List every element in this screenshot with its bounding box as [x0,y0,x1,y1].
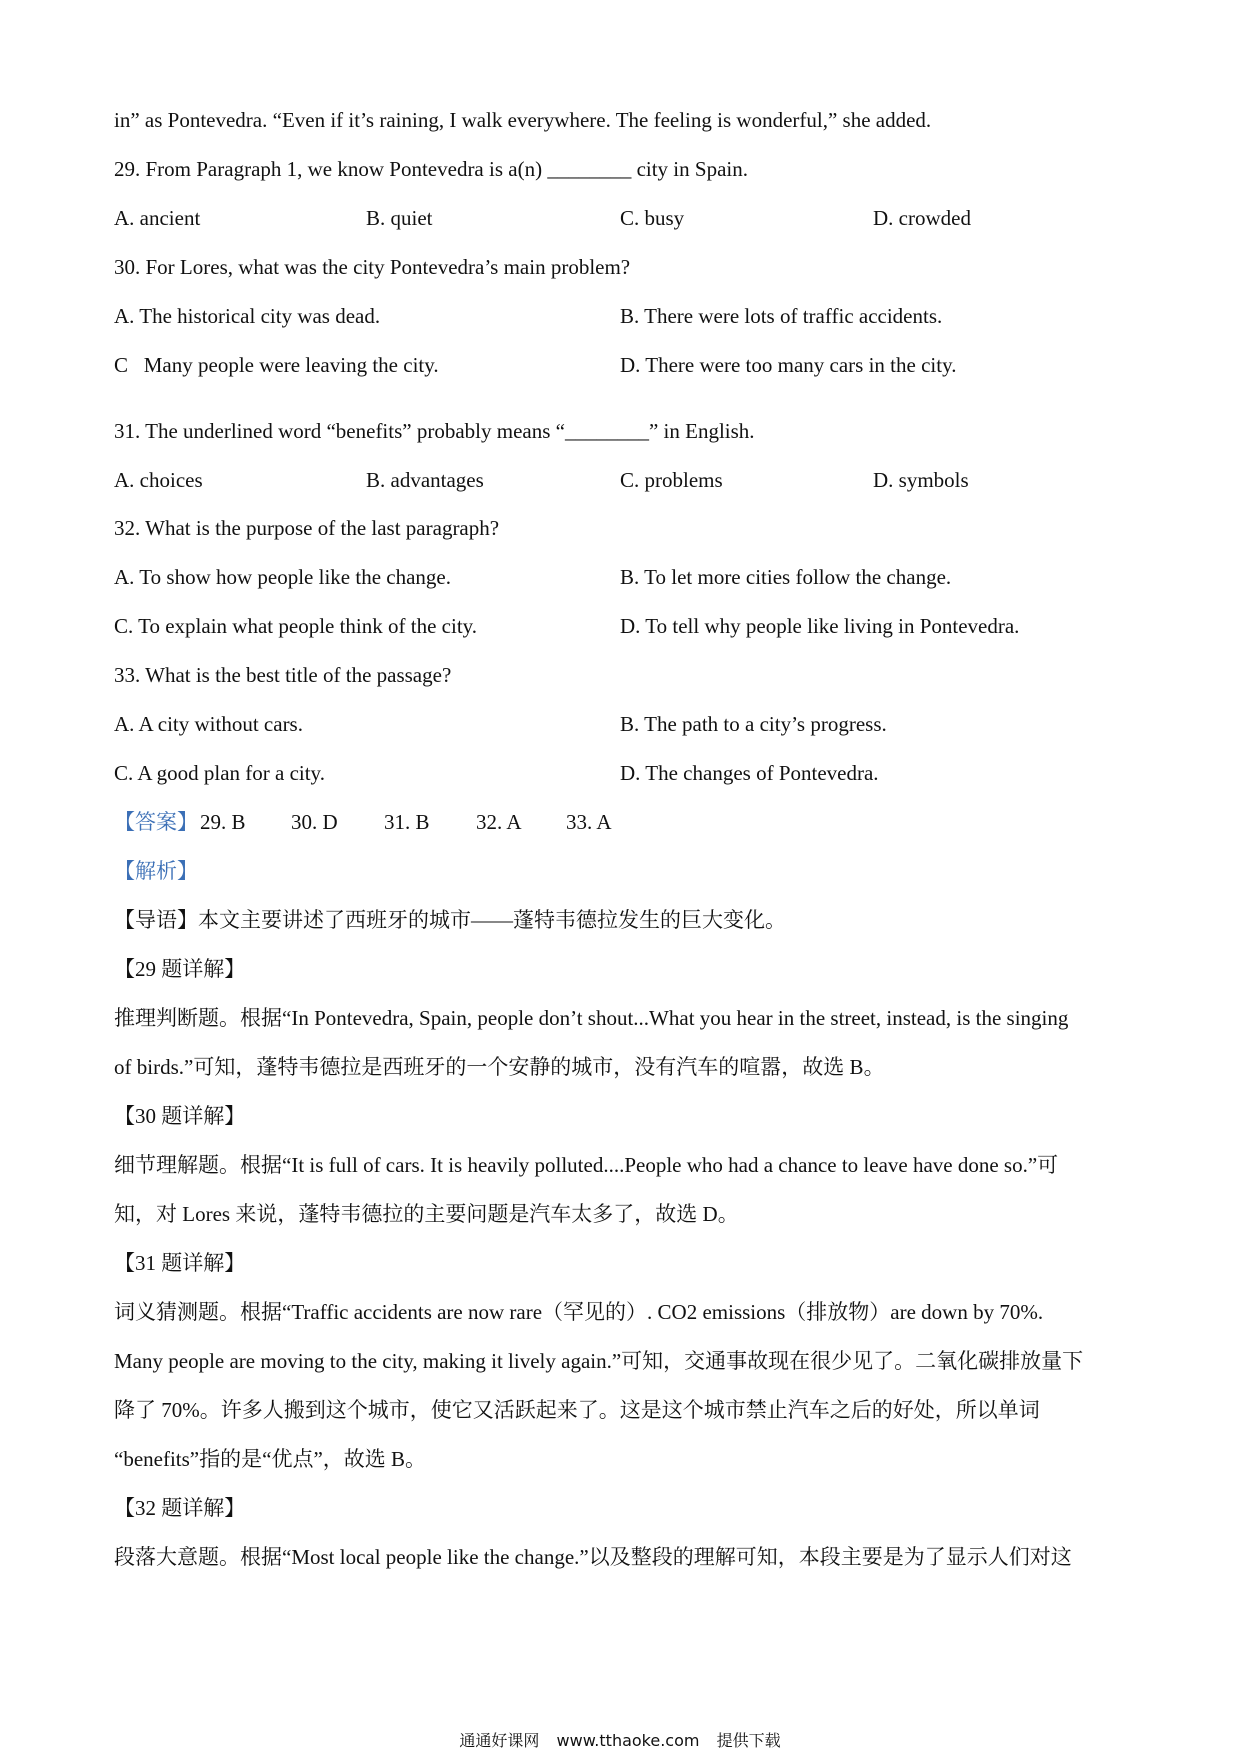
footer-url[interactable]: www.tthaoke.com [556,1731,700,1750]
explanation-29-line: of birds.”可知，蓬特韦德拉是西班牙的一个安静的城市，没有汽车的喧嚣，故选 B。 [114,1055,885,1079]
explanation-29-heading: 【29 题详解】 [114,957,246,981]
q30-option-a: A. The historical city was dead. [114,304,381,328]
explanation-29-line: 推理判断题。根据“In Pontevedra, Spain, people don’t shout...What you hear in the street, instead, is the singing [114,1006,1069,1030]
answer-33: 33. A [566,810,612,834]
q31-option-c: C. problems [620,468,723,492]
explanation-30-heading: 【30 题详解】 [114,1104,246,1128]
explanation-31-line: “benefits”指的是“优点”，故选 B。 [114,1447,427,1471]
intro-line: 【导语】本文主要讲述了西班牙的城市——蓬特韦德拉发生的巨大变化。 [114,908,786,932]
answer-29: 29. B [200,810,246,834]
q30-option-b: B. There were lots of traffic accidents. [620,304,943,328]
q33-option-b: B. The path to a city’s progress. [620,712,887,736]
q32-option-b: B. To let more cities follow the change. [620,565,952,589]
question-29-stem: 29. From Paragraph 1, we know Pontevedra is a(n) ________ city in Spain. [114,157,748,181]
question-33-stem: 33. What is the best title of the passage? [114,663,452,687]
q29-option-d: D. crowded [873,206,971,230]
explanation-31-line: Many people are moving to the city, making it lively again.”可知，交通事故现在很少见了。二氧化碳排放量下 [114,1349,1084,1373]
q29-option-c: C. busy [620,206,685,230]
answer-31: 31. B [384,810,430,834]
explanation-32-heading: 【32 题详解】 [114,1496,246,1520]
explanation-31-line: 词义猜测题。根据“Traffic accidents are now rare（罕见的）. CO2 emissions（排放物）are down by 70%. [114,1300,1044,1324]
analysis-tag: 【解析】 [114,859,198,883]
explanation-30-line: 知，对 Lores 来说，蓬特韦德拉的主要问题是汽车太多了，故选 D。 [114,1202,739,1226]
q31-option-a: A. choices [114,468,203,492]
question-31-stem: 31. The underlined word “benefits” probably means “________” in English. [114,419,755,443]
question-30-stem: 30. For Lores, what was the city Pontevedra’s main problem? [114,255,631,279]
answer-32: 32. A [476,810,522,834]
q31-option-d: D. symbols [873,468,969,492]
q29-option-b: B. quiet [366,206,433,230]
footer-site-name: 通通好课网 [459,1731,540,1750]
question-32-stem: 32. What is the purpose of the last paragraph? [114,516,500,540]
q32-option-a: A. To show how people like the change. [114,565,451,589]
q32-option-c: C. To explain what people think of the city. [114,614,478,638]
q29-option-a: A. ancient [114,206,201,230]
page-footer [0,1731,1240,1751]
q31-option-b: B. advantages [366,468,484,492]
q33-option-a: A. A city without cars. [114,712,303,736]
explanation-31-heading: 【31 题详解】 [114,1251,246,1275]
footer-suffix: 提供下载 [716,1731,781,1750]
q30-option-d: D. There were too many cars in the city. [620,353,957,377]
q33-option-d: D. The changes of Pontevedra. [620,761,879,785]
explanation-31-line: 降了 70%。许多人搬到这个城市，使它又活跃起来了。这是这个城市禁止汽车之后的好处，所以单词 [114,1398,1040,1422]
q32-option-d: D. To tell why people like living in Pontevedra. [620,614,1020,638]
answer-30: 30. D [291,810,338,834]
passage-line: in” as Pontevedra. “Even if it’s raining, I walk everywhere. The feeling is wonderful,” she added. [114,108,932,132]
q33-option-c: C. A good plan for a city. [114,761,325,785]
answer-tag: 【答案】 [114,810,198,834]
explanation-30-line: 细节理解题。根据“It is full of cars. It is heavily polluted....People who had a chance to leave have done so.”可 [114,1153,1059,1177]
explanation-32-line: 段落大意题。根据“Most local people like the change.”以及整段的理解可知，本段主要是为了显示人们对这 [114,1545,1072,1569]
q30-option-c: C Many people were leaving the city. [114,353,439,377]
